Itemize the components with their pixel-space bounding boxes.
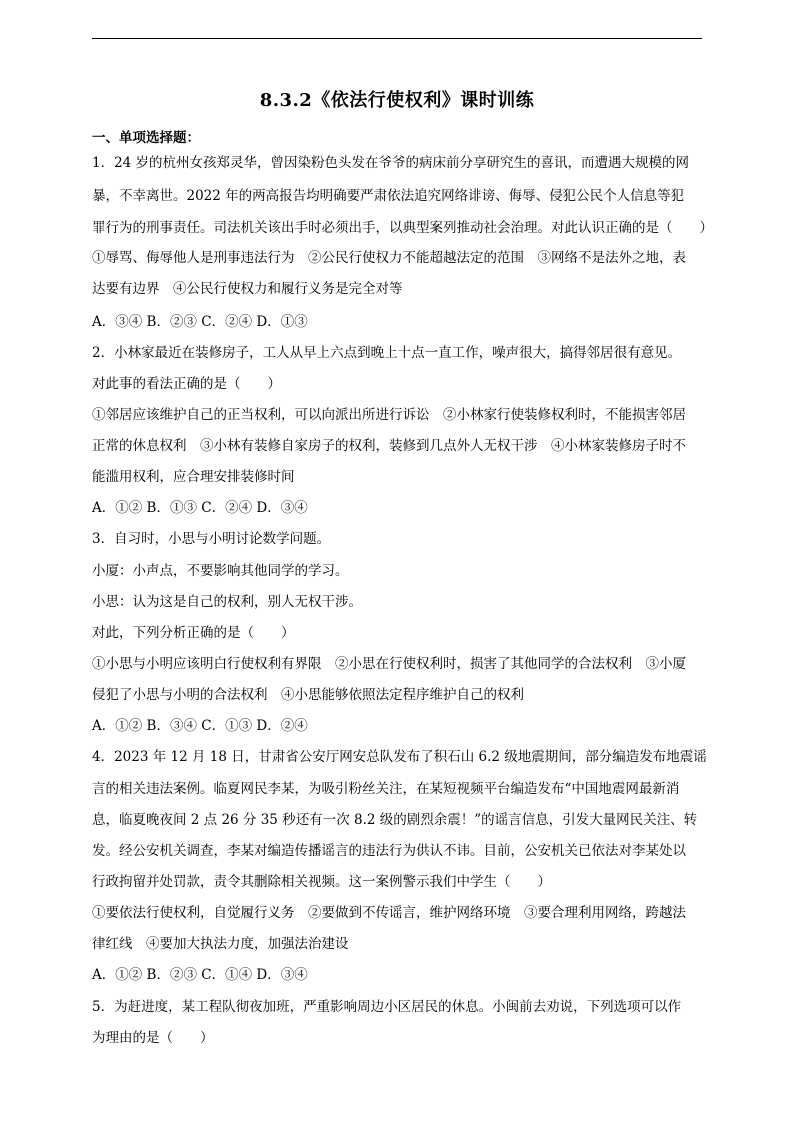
- question-1-line: 暴，不幸离世。2022 年的两高报告均明确要严肃依法追究网络诽谤、侮辱、侵犯公民个人信息等犯: [92, 188, 685, 204]
- question-2-option-line: 正常的休息权利 ③小林有装修自家房子的权利，装修到几点外人无权干涉 ④小林家装修房子时不: [92, 438, 686, 454]
- question-1-line: 1．24 岁的杭州女孩郑灵华，曾因染粉色头发在爷爷的病床前分享研究生的喜讯，而遭遇大规模的网: [92, 155, 690, 171]
- question-4-line: 发。经公安机关调查，李某对编造传播谣言的违法行为供认不讳。目前，公安机关已依法对李某处以: [92, 843, 686, 859]
- question-5-line: 为理由的是（ ）: [92, 1030, 214, 1046]
- question-2-answers: A．①② B．①③ C．②④ D．③④: [92, 500, 308, 516]
- question-4-line: 4．2023 年 12 月 18 日，甘肃省公安厅网安总队发布了积石山 6.2 级地震期间，部分编造发布地震谣: [92, 749, 707, 765]
- question-1-option-line: 达要有边界 ④公民行使权力和履行义务是完全对等: [92, 281, 403, 297]
- question-4-option-line: 律红线 ④要加大执法力度，加强法治建设: [92, 936, 349, 952]
- question-1-option-line: ①辱骂、侮辱他人是刑事违法行为 ②公民行使权力不能超越法定的范围 ③网络不是法外之地，表: [92, 250, 686, 266]
- question-4-answers: A．①② B．②③ C．①④ D．③④: [92, 967, 308, 983]
- question-2-line: 对此事的看法正确的是（ ）: [92, 376, 281, 392]
- question-3-line: 对此，下列分析正确的是（ ）: [92, 625, 295, 641]
- question-2-option-line: 能滥用权利，应合理安排装修时间: [92, 469, 295, 485]
- question-3-option-line: ①小思与小明应该明白行使权利有界限 ②小思在行使权利时，损害了其他同学的合法权利 ③小厦: [92, 656, 686, 672]
- question-2-line: 2．小林家最近在装修房子，工人从早上六点到晚上十点一直工作，噪声很大，搞得邻居很有意见。: [92, 345, 682, 361]
- question-4-line: 行政拘留并处罚款，责令其删除相关视频。这一案例警示我们中学生（ ）: [92, 874, 551, 890]
- question-3-option-line: 侵犯了小思与小明的合法权利 ④小思能够依照法定程序维护自己的权利: [92, 687, 524, 703]
- question-4-line: 言的相关违法案例。临夏网民李某，为吸引粉丝关注，在某短视频平台编造发布“中国地震网最新消: [92, 781, 680, 797]
- header-rule: [92, 38, 702, 39]
- question-5-line: 5．为赶进度，某工程队彻夜加班，严重影响周边小区居民的休息。小闽前去劝说，下列选项可以作: [92, 999, 682, 1015]
- question-3-line: 3．自习时，小思与小明讨论数学问题。: [92, 531, 331, 547]
- question-2-option-line: ①邻居应该维护自己的正当权利，可以向派出所进行诉讼 ②小林家行使装修权利时，不能损害邻居: [92, 407, 686, 423]
- question-3-line: 小厦：小声点，不要影响其他同学的学习。: [92, 563, 349, 579]
- question-1-line: 罪行为的刑事责任。司法机关该出手时必须出手，以典型案列推动社会治理。对此认识正确的是（ ）: [92, 220, 713, 236]
- section-heading: 一、单项选择题：: [92, 130, 200, 146]
- question-4-line: 息，临夏晚夜间 2 点 26 分 35 秒还有一次 8.2 级的剧烈余震！”的谣言信息，引发大量网民关注、转: [92, 812, 698, 828]
- question-4-option-line: ①要依法行使权利，自觉履行义务 ②要做到不传谣言，维护网络环境 ③要合理利用网络，跨越法: [92, 905, 686, 921]
- question-1-answers: A．③④ B．②③ C．②④ D．①③: [92, 314, 308, 330]
- question-3-line: 小思：认为这是自己的权利，别人无权干涉。: [92, 594, 362, 610]
- document-title: 8.3.2《依法行使权利》课时训练: [259, 90, 535, 111]
- question-3-answers: A．①② B．③④ C．①③ D．②④: [92, 718, 308, 734]
